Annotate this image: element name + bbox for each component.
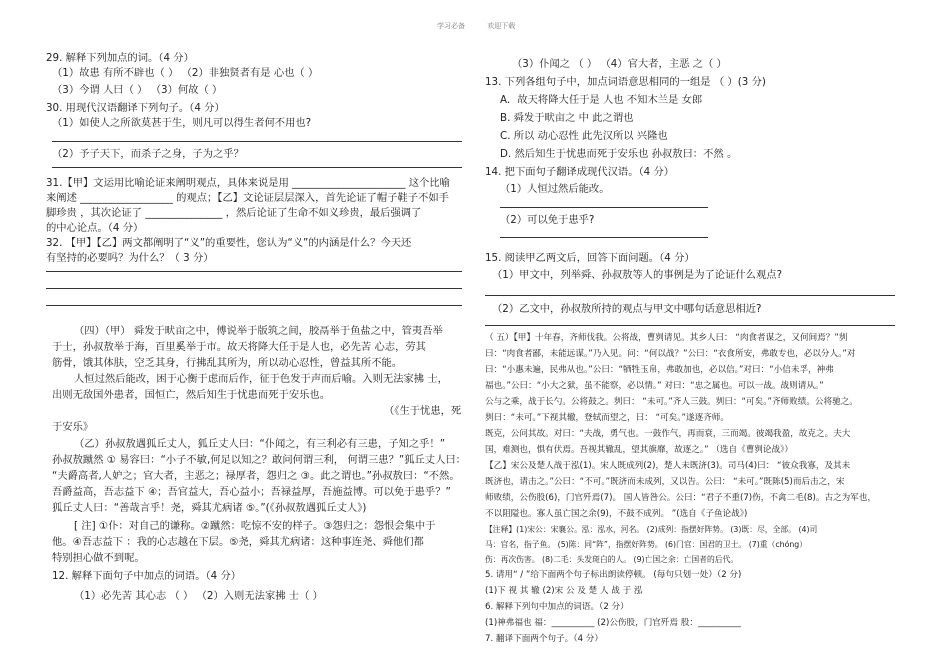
- text-line: 吾爵益高，吾志益下 ④；吾官益大，吾心益小；吾禄益厚，吾施益博。可以免于患乎？”: [52, 486, 451, 498]
- text-line: 特别担心做不到呢。: [52, 552, 145, 564]
- text-line: 5. 请用“ / ”给下面两个句子标出朗读停顿。 (每句只划一处）（2 分): [485, 570, 742, 580]
- text-line: (1)神弗福也 福：__________ (2)公伤股，门官歼焉 股：__________: [485, 618, 741, 628]
- text-line: 有坚持的必要吗？为什么？（ 3 分）: [46, 252, 214, 264]
- text-line: （1）故患 有所不辟也（ ） （2）非独贤者有是 心也（ ）: [52, 67, 319, 79]
- text-line: 6. 解释下列句中加点的词语。（2 分）: [485, 602, 629, 612]
- text-line: D. 然后知生于忧患而死于安乐也 孙叔敖曰：不然 。: [500, 148, 738, 160]
- text-line: [ 注] ①仆：对自己的谦称。②蹴然：吃惊不安的样子。③怨归之：怨恨会集中于: [74, 520, 436, 532]
- answer-line: [46, 305, 462, 306]
- answer-line: [500, 207, 708, 208]
- text-line: 刿曰：“未可。”下视其辙，登轼而望之，曰： “可矣。”遂逐齐师。: [485, 413, 729, 423]
- page-header: [437, 21, 535, 31]
- text-line: 于士，孙叔敖举于海，百里奚举于市。故天将降大任于是人也，必先苦 心志，劳其: [52, 341, 426, 353]
- text-line: 福也。”公曰：“小大之狱，虽不能察，必以情。” 对曰：“忠之属也。可以一战。战则请从。”: [485, 381, 824, 391]
- text-line: 马：官名，指子鱼。 (5)陈：同“阵”，指摆好阵势。 (6)门官：国君的卫士。 (7)重（chóng）: [485, 540, 808, 549]
- text-line: 的中心论点。（4 分）: [46, 222, 144, 234]
- text-line: 31.【甲】文运用比喻论证来阐明观点，具体来说是用 ______________________ 这个比喻: [46, 177, 450, 189]
- text-line: （1）人恒过然后能改。: [500, 183, 610, 195]
- text-line: 出则无敌国外患者，国恒亡，然后知生于忧患而死于安乐也。: [52, 389, 331, 401]
- header-right: 欢迎下载: [487, 22, 516, 30]
- text-line: 既济也，请击之。”公曰：“不可。”既济而未成列，又以告。公曰： “未可。”既陈(5)而后击之，宋: [485, 477, 845, 487]
- text-line: （四）（甲） 舜发于畎亩之中，傅说举于版筑之间，胶鬲举于鱼盐之中，管夷吾举: [74, 325, 443, 337]
- text-line: 曰：“肉食者鄙，未能远谋。”乃入见。问：“何以战？”公曰：“衣食所安，弗敢专也，必以分人。”对: [485, 349, 856, 359]
- text-line: 人恒过然后能改，困于心衡于虑而后作，征于色发于声而后喻。入则无法家拂 士，: [74, 373, 448, 385]
- text-line: (1)下 视 其 辙 (2)宋 公 及 楚 人 战 于 泓: [485, 586, 643, 596]
- text-line: （3）仆闻之 （ ） （4）官大者，主恶 之（ ）: [512, 58, 727, 70]
- text-line: （1）甲文中，列举舜、孙叔敖等人的事例是为了论证什么观点?: [492, 269, 783, 281]
- header-left: 学习必备: [437, 22, 465, 30]
- text-line: 国，难测也，惧有伏焉。吾视其辙乱，望其旗靡，故逐之。” （选自《曹刿论战》）: [485, 445, 793, 455]
- text-line: （2）可以免于患乎?: [500, 214, 595, 226]
- text-line: （《生于忧患，死: [384, 405, 462, 417]
- text-line: 【乙】宋公及楚人战于泓(1)。宋人既成列(2)，楚人未既济(3)。司马(4)曰： “彼众我寡，及其未: [485, 461, 851, 471]
- text-line: 12. 解释下面句子中加点的词语。（4 分）: [52, 570, 242, 582]
- text-line: 他。④吾志益下 ：我的心志越在下层。⑤尧，舜其尤病诸：这种事连尧、舜他们都: [52, 536, 424, 548]
- text-line: （ 五）【甲】十年春，齐师伐我。公将战，曹刿请见。其乡人曰： “肉食者谋之，又何间焉？”刿: [485, 333, 848, 343]
- text-line: A．故天将降大任于是 人也 不知木兰是 女郎: [500, 94, 703, 106]
- text-line: 7. 翻译下面两个句子。（4 分）: [485, 634, 603, 644]
- text-line: 师败绩，公伤股(6)，门官歼焉(7)。 国人皆咎公。公曰：“君子不重(7)伤，不禽二毛(8)。古之为军也，: [485, 493, 877, 503]
- text-line: 公与之乘，战于长勺。公将鼓之。刿曰： “未可。”齐人三鼓。刿曰：“可矣。”齐师败绩。公将驰之。: [485, 397, 858, 407]
- text-line: 32. 【甲】【乙】两文都阐明了“义”的重要性，您认为“义”的内涵是什么？今天还: [46, 237, 412, 249]
- text-line: 孙叔敖蹴然 ① 易容曰：“小子不敏,何足以知之？敢问何谓三利， 何谓三患？”狐丘丈人曰：: [52, 454, 466, 466]
- answer-line: [485, 325, 895, 326]
- text-line: （3）今谓 人曰（ ） （3）何故（ ）: [52, 84, 223, 96]
- text-line: B. 舜发于畎亩之 中 此之谓也: [500, 112, 634, 124]
- answer-line: [52, 141, 462, 142]
- text-line: （2）乙文中，孙叔敖所持的观点与甲文中哪句话意思相近?: [492, 303, 762, 315]
- text-line: 来阐述 __________________ 的观点；【乙】文论证层层深入，首先论证了帽子鞋子不如手: [46, 192, 449, 204]
- text-line: （1）如使人之所欲莫甚于生，则凡可以得生者何不用也?: [52, 117, 312, 129]
- text-line: 14. 把下面句子翻译成现代汉语。（4 分）: [485, 166, 675, 178]
- text-line: 伤：再次伤害。 (8)二毛：头发斑白的人。 (9)亡国之余：亡国者的后代。: [485, 555, 739, 564]
- text-line: 曰：“小惠未遍，民弗从也。”公曰：“牺牲玉帛，弗敢加也，必以信。”对曰：“小信未孚，神弗: [485, 365, 834, 375]
- text-line: 15. 阅读甲乙两文后，回答下面问题。（4 分）: [485, 252, 695, 264]
- answer-line: [52, 167, 462, 168]
- answer-line: [500, 237, 708, 238]
- text-line: “夫爵高者,人妒之；官大者，主恶之；禄厚者，怨归之 ③。此之谓也。”孙叔敖曰：“不然。: [52, 470, 460, 482]
- text-line: （2）予子天下，而杀子之身，子为之乎？: [52, 148, 244, 160]
- text-line: （乙）孙叔敖遇狐丘丈人，狐丘丈人曰：“仆闻之，有三利必有三患，子知之乎！”: [74, 438, 446, 450]
- answer-line: [46, 288, 462, 289]
- text-line: 狐丘丈人曰：“善哉言乎！尧，舜其尤病诸 ⑤。”(《孙叔敖遇狐丘丈人》): [52, 502, 367, 514]
- text-line: 于安乐》: [52, 421, 94, 433]
- answer-line: [485, 295, 895, 296]
- answer-line: [46, 271, 462, 272]
- text-line: 不以阻隘也。寡人虽亡国之余(9)，不鼓不成列。 ”(选自《子鱼论战》): [485, 509, 748, 519]
- text-line: 筋骨，饿其体肤，空乏其身，行拂乱其所为，所以动心忍性，曾益其所不能。: [52, 357, 403, 369]
- text-line: 13. 下列各组句子中，加点词语意思相同的一组是 （ ）(3 分): [485, 76, 766, 88]
- text-line: 既克，公问其故。对曰：“夫战，勇气也。一鼓作气，再而衰，三而竭。彼竭我盈，故克之。夫大: [485, 429, 851, 439]
- text-line: 29. 解释下列加点的词。（4 分）: [46, 52, 194, 64]
- text-line: C. 所以 动心忍性 此先汉所以 兴隆也: [500, 130, 668, 142]
- text-line: 30. 用现代汉语翻译下列句子。（4 分）: [46, 102, 225, 114]
- text-line: 脚珍贵 ，其次论证了 _______________ ，然后论证了生命不如义珍贵，最后强调了: [46, 207, 422, 219]
- text-line: 【注释】(1)宋公：宋襄公。泓：泓水，河名。 (2)成列：指摆好阵势。 (3)既：尽，全部。 (4)司: [485, 525, 818, 534]
- text-line: （1）必先苦 其心志 （ ） （2）入则无法家拂 士（ ）: [74, 590, 323, 602]
